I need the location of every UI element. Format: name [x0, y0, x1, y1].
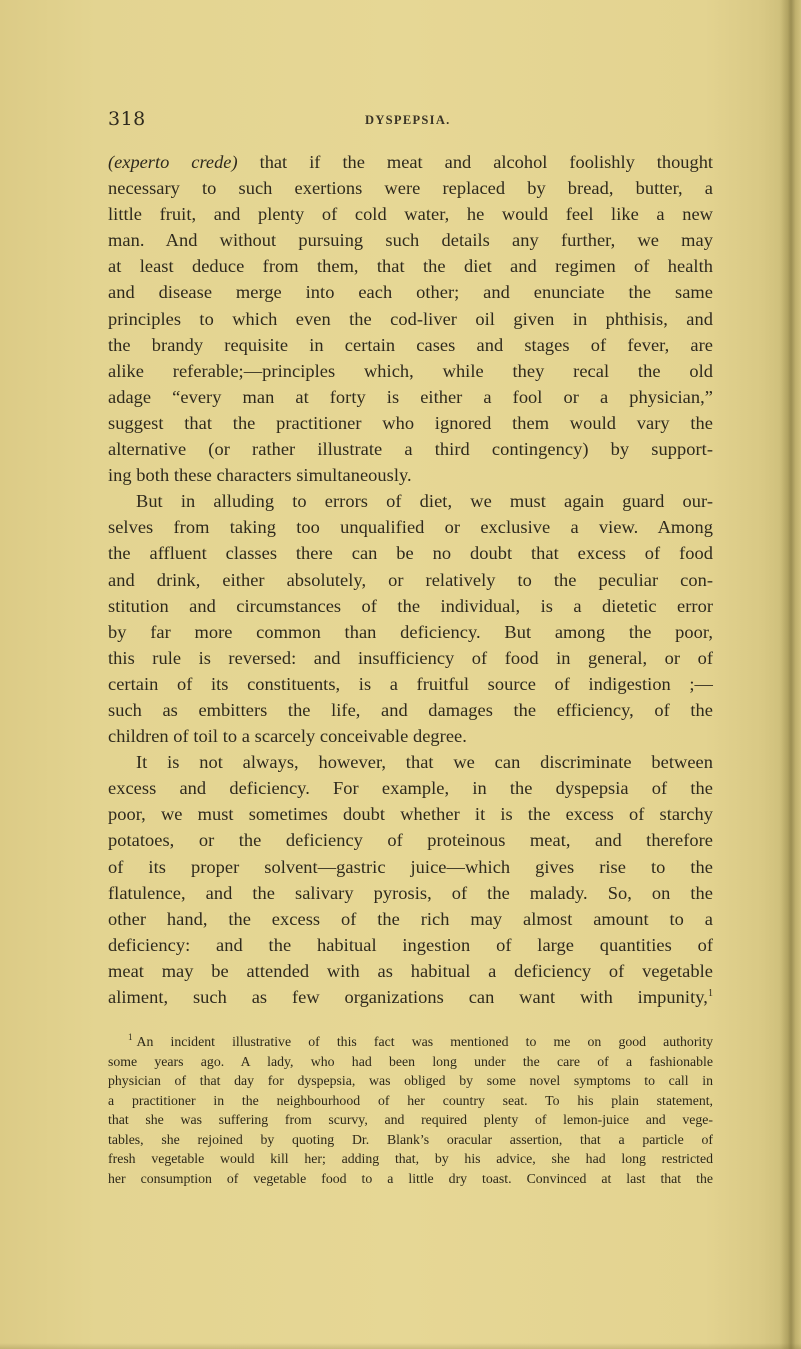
footnote-marker: 1 [128, 1032, 133, 1043]
line-text: that if the meat and alcohol foolishly thought [237, 152, 713, 172]
text-line: by far more common than deficiency. But among the poor, [108, 621, 713, 642]
footnote-line: fresh vegetable would kill her; adding that, by his advice, she had long restricted [108, 1151, 713, 1166]
footnote-line: a practitioner in the neighbourhood of her country seat. To his plain statement, [108, 1092, 713, 1108]
text-line: stitution and circumstances of the individual, is a dietetic error [108, 595, 713, 616]
text-line: certain of its constituents, is a fruitful source of indigestion ;— [108, 673, 713, 694]
text-line: ing both these characters simultaneously. [108, 465, 412, 486]
footnote-reference[interactable]: 1 [707, 987, 713, 999]
text-line: and disease merge into each other; and enunciate the same [108, 282, 713, 303]
text-line [108, 984, 713, 1010]
text-line: children of toil to a scarcely conceivable degree. [108, 726, 467, 747]
footnote-section [108, 1032, 713, 1188]
footnote-text: An incident illustrative of this fact was mentioned to me on good authority [136, 1034, 713, 1049]
footnote-line: her consumption of vegetable food to a little dry toast. Convinced at last that the [108, 1170, 713, 1186]
text-line: suggest that the practitioner who ignored them would vary the [108, 412, 713, 433]
italic-phrase: (experto crede) [108, 152, 238, 172]
text-line: this rule is reversed: and insufficiency of food in general, or of [108, 647, 713, 668]
text-line: necessary to such exertions were replaced by bread, butter, a [108, 178, 713, 199]
paragraph-start-line: It is not always, however, that we can discriminate between [136, 752, 713, 773]
footnote-line: tables, she rejoined by quoting Dr. Blank’s oracular assertion, that a particle of [108, 1131, 713, 1147]
text-line: potatoes, or the deficiency of proteinous meat, and therefore [108, 830, 713, 851]
text-line: at least deduce from them, that the diet and regimen of health [108, 256, 713, 277]
text-line: such as embitters the life, and damages the efficiency, of the [108, 699, 713, 720]
page-bottom-edge [0, 1343, 801, 1349]
text-line: the brandy requisite in certain cases and stages of fever, are [108, 334, 713, 355]
text-line: meat may be attended with as habitual a deficiency of vegetable [108, 960, 713, 981]
page-number: 318 [108, 108, 146, 130]
line-text: aliment, such as few organizations can want with impunity, [108, 987, 708, 1007]
text-line: adage “every man at forty is either a fool or a physician,” [108, 386, 713, 407]
footnote-line: physician of that day for dyspepsia, was obliged by some novel symptoms to call in [108, 1073, 713, 1088]
footnote-line: some years ago. A lady, who had been long under the care of a fashionable [108, 1053, 713, 1069]
text-line: and drink, either absolutely, or relatively to the peculiar con- [108, 569, 713, 590]
text-line: principles to which even the cod-liver oil given in phthisis, and [108, 308, 713, 329]
page-binding-edge [779, 0, 801, 1349]
text-line: alike referable;—principles which, while they recal the old [108, 360, 713, 381]
text-line: man. And without pursuing such details any further, we may [108, 230, 713, 251]
text-line: deficiency: and the habitual ingestion of large quantities of [108, 934, 713, 955]
text-line: the affluent classes there can be no doubt that excess of food [108, 543, 713, 564]
text-line: other hand, the excess of the rich may almost amount to a [108, 908, 713, 929]
text-line: flatulence, and the salivary pyrosis, of the malady. So, on the [108, 882, 713, 903]
text-line: little fruit, and plenty of cold water, he would feel like a new [108, 204, 713, 225]
body-text [108, 149, 713, 1010]
text-line: alternative (or rather illustrate a third contingency) by support- [108, 439, 713, 460]
running-title: DYSPEPSIA. [365, 113, 451, 127]
paragraph-start-line: But in alluding to errors of diet, we must again guard our- [136, 491, 713, 512]
footnote-line: that she was suffering from scurvy, and required plenty of lemon-juice and vege- [108, 1112, 713, 1127]
text-line: of its proper solvent—gastric juice—which gives rise to the [108, 856, 713, 877]
running-head [108, 108, 712, 130]
text-line: excess and deficiency. For example, in the dyspepsia of the [108, 778, 713, 799]
text-line [108, 149, 713, 175]
text-line: poor, we must sometimes doubt whether it is the excess of starchy [108, 804, 713, 825]
text-line: selves from taking too unqualified or exclusive a view. Among [108, 517, 713, 538]
footnote-line [108, 1032, 713, 1052]
